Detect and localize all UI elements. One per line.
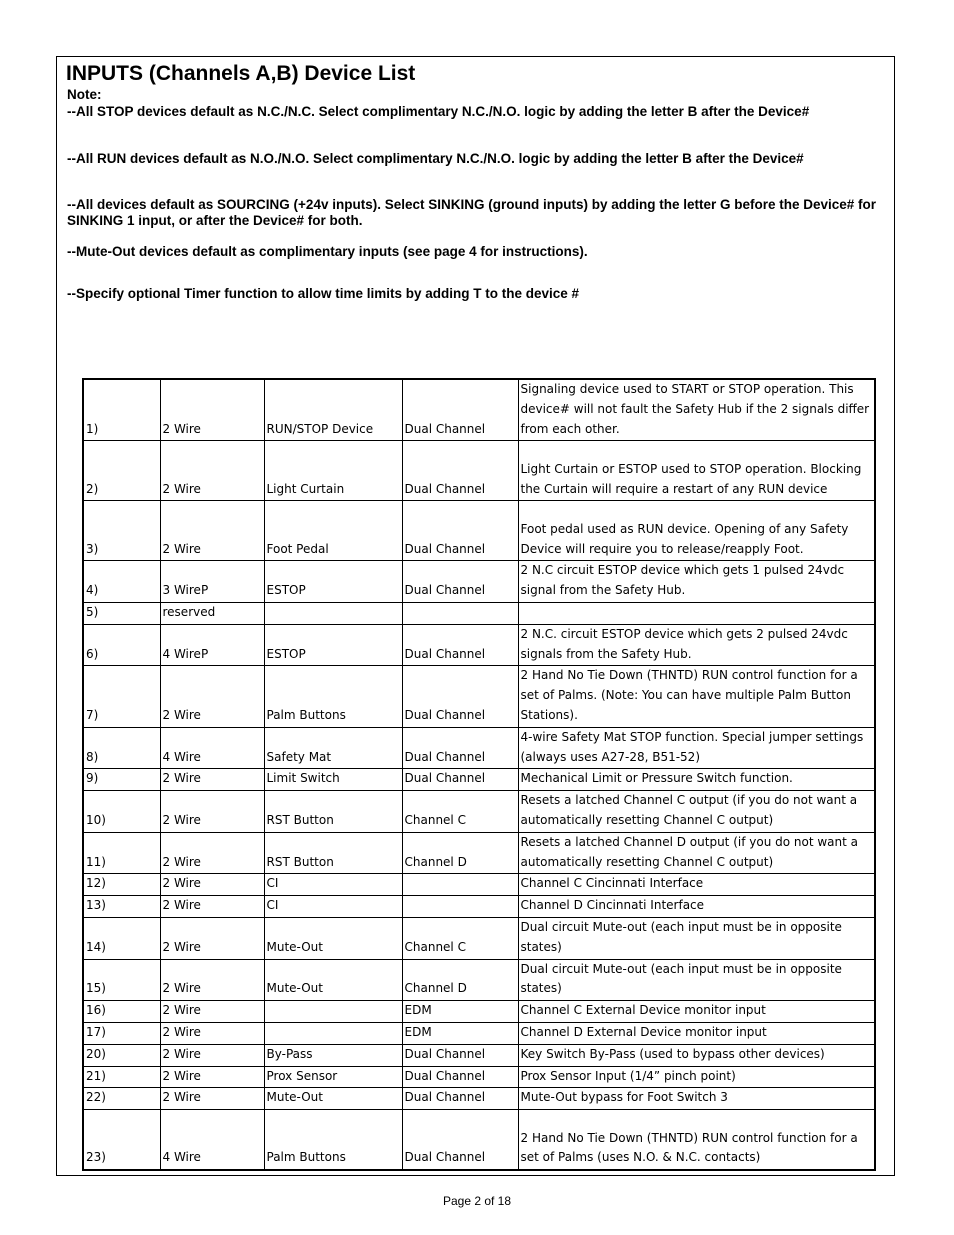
device-name-cell (264, 1001, 402, 1023)
device-number-cell: 2) (83, 441, 160, 501)
device-name-cell: Palm Buttons (264, 666, 402, 727)
wire-type-cell: 2 Wire (160, 379, 264, 441)
channel-cell: Dual Channel (402, 1044, 518, 1066)
wire-type-cell: 2 Wire (160, 791, 264, 833)
note-run-devices: --All RUN devices default as N.O./N.O. Select complimentary N.C./N.O. logic by adding the letter B after the Device# (67, 151, 804, 166)
table-row (83, 441, 875, 501)
wire-type-cell: 2 Wire (160, 1022, 264, 1044)
channel-cell: Dual Channel (402, 727, 518, 769)
description-cell (518, 602, 875, 624)
channel-cell: Channel C (402, 917, 518, 959)
table-row (83, 769, 875, 791)
device-number-cell: 8) (83, 727, 160, 769)
channel-cell: Dual Channel (402, 624, 518, 666)
device-number-cell: 17) (83, 1022, 160, 1044)
description-cell: 2 Hand No Tie Down (THNTD) RUN control function for a set of Palms. (Note: You can have multiple Palm Button Stations). (518, 666, 875, 727)
table-row (83, 896, 875, 918)
device-number-cell: 13) (83, 896, 160, 918)
table-row (83, 1110, 875, 1171)
channel-cell: Dual Channel (402, 441, 518, 501)
table-row (83, 501, 875, 561)
device-number-cell: 4) (83, 561, 160, 603)
device-number-cell: 1) (83, 379, 160, 441)
wire-type-cell: 4 Wire (160, 727, 264, 769)
description-cell: Key Switch By-Pass (used to bypass other devices) (518, 1044, 875, 1066)
table-row (83, 624, 875, 666)
description-cell: Signaling device used to START or STOP operation. This device# will not fault the Safety Hub if the 2 signals differ from each other. (518, 379, 875, 441)
channel-cell: Dual Channel (402, 769, 518, 791)
wire-type-cell: reserved (160, 602, 264, 624)
device-name-cell: Mute-Out (264, 1088, 402, 1110)
description-cell: Channel D Cincinnati Interface (518, 896, 875, 918)
wire-type-cell: 4 WireP (160, 624, 264, 666)
device-number-cell: 15) (83, 959, 160, 1001)
table-row (83, 666, 875, 727)
description-cell: Resets a latched Channel C output (if you do not want a automatically resetting Channel C output) (518, 791, 875, 833)
channel-cell: Dual Channel (402, 379, 518, 441)
note-stop-devices: --All STOP devices default as N.C./N.C. Select complimentary N.C./N.O. logic by adding the letter B after the Device# (67, 104, 810, 119)
table-row (83, 1044, 875, 1066)
table-row (83, 832, 875, 874)
description-cell: Prox Sensor Input (1/4” pinch point) (518, 1066, 875, 1088)
device-number-cell: 7) (83, 666, 160, 727)
device-number-cell: 12) (83, 874, 160, 896)
device-number-cell: 22) (83, 1088, 160, 1110)
description-cell: Mechanical Limit or Pressure Switch function. (518, 769, 875, 791)
device-name-cell (264, 1022, 402, 1044)
wire-type-cell: 2 Wire (160, 1001, 264, 1023)
page-footer: Page 2 of 18 (442, 1194, 512, 1208)
description-cell: Dual circuit Mute-out (each input must be in opposite states) (518, 917, 875, 959)
channel-cell (402, 602, 518, 624)
device-number-cell: 20) (83, 1044, 160, 1066)
device-name-cell: Prox Sensor (264, 1066, 402, 1088)
wire-type-cell: 2 Wire (160, 832, 264, 874)
table-row (83, 1088, 875, 1110)
channel-cell: Dual Channel (402, 1088, 518, 1110)
wire-type-cell: 2 Wire (160, 666, 264, 727)
device-name-cell: Limit Switch (264, 769, 402, 791)
device-number-cell: 21) (83, 1066, 160, 1088)
note-timer: --Specify optional Timer function to allow time limits by adding T to the device # (67, 286, 580, 301)
table-row (83, 1001, 875, 1023)
table-row (83, 561, 875, 603)
wire-type-cell: 2 Wire (160, 1044, 264, 1066)
device-name-cell: By-Pass (264, 1044, 402, 1066)
table-row (83, 379, 875, 441)
device-name-cell: RST Button (264, 791, 402, 833)
description-cell: 2 N.C circuit ESTOP device which gets 1 pulsed 24vdc signal from the Safety Hub. (518, 561, 875, 603)
wire-type-cell: 2 Wire (160, 1088, 264, 1110)
table-row (83, 727, 875, 769)
device-name-cell: RST Button (264, 832, 402, 874)
channel-cell: Channel D (402, 959, 518, 1001)
device-name-cell: Mute-Out (264, 959, 402, 1001)
channel-cell: Dual Channel (402, 1110, 518, 1171)
channel-cell (402, 874, 518, 896)
table-row (83, 1022, 875, 1044)
description-cell: Channel C External Device monitor input (518, 1001, 875, 1023)
device-name-cell: ESTOP (264, 624, 402, 666)
device-name-cell: Light Curtain (264, 441, 402, 501)
device-name-cell: CI (264, 874, 402, 896)
description-cell: Dual circuit Mute-out (each input must be in opposite states) (518, 959, 875, 1001)
device-name-cell: Mute-Out (264, 917, 402, 959)
device-number-cell: 6) (83, 624, 160, 666)
channel-cell: Dual Channel (402, 666, 518, 727)
description-cell: 2 Hand No Tie Down (THNTD) RUN control function for a set of Palms (uses N.O. & N.C. contacts) (518, 1110, 875, 1171)
device-number-cell: 9) (83, 769, 160, 791)
wire-type-cell: 2 Wire (160, 441, 264, 501)
channel-cell: Channel C (402, 791, 518, 833)
device-number-cell: 11) (83, 832, 160, 874)
wire-type-cell: 2 Wire (160, 896, 264, 918)
description-cell: 2 N.C. circuit ESTOP device which gets 2 pulsed 24vdc signals from the Safety Hub. (518, 624, 875, 666)
wire-type-cell: 3 WireP (160, 561, 264, 603)
description-cell: Light Curtain or ESTOP used to STOP operation. Blocking the Curtain will require a restart of any RUN device (518, 441, 875, 501)
wire-type-cell: 2 Wire (160, 769, 264, 791)
table-row (83, 791, 875, 833)
table-row (83, 1066, 875, 1088)
device-number-cell: 14) (83, 917, 160, 959)
device-name-cell (264, 602, 402, 624)
device-name-cell: Safety Mat (264, 727, 402, 769)
device-table (82, 378, 876, 1171)
table-row (83, 874, 875, 896)
channel-cell: EDM (402, 1001, 518, 1023)
device-number-cell: 23) (83, 1110, 160, 1171)
wire-type-cell: 2 Wire (160, 874, 264, 896)
note-mute-out: --Mute-Out devices default as complimentary inputs (see page 4 for instructions). (67, 244, 588, 259)
device-number-cell: 10) (83, 791, 160, 833)
wire-type-cell: 2 Wire (160, 917, 264, 959)
device-name-cell: ESTOP (264, 561, 402, 603)
device-number-cell: 3) (83, 501, 160, 561)
description-cell: Channel D External Device monitor input (518, 1022, 875, 1044)
description-cell: Foot pedal used as RUN device. Opening of any Safety Device will require you to release/reapply Foot. (518, 501, 875, 561)
description-cell: Mute-Out bypass for Foot Switch 3 (518, 1088, 875, 1110)
channel-cell: Dual Channel (402, 1066, 518, 1088)
description-cell: 4-wire Safety Mat STOP function. Special jumper settings (always uses A27-28, B51-52) (518, 727, 875, 769)
device-number-cell: 16) (83, 1001, 160, 1023)
note-sourcing: --All devices default as SOURCING (+24v inputs). Select SINKING (ground inputs) by adding the letter G before the Device# for SINKING 1 input, or after the Device# for both. (67, 197, 877, 228)
description-cell: Resets a latched Channel D output (if you do not want a automatically resetting Channel C output) (518, 832, 875, 874)
wire-type-cell: 2 Wire (160, 959, 264, 1001)
device-name-cell: Palm Buttons (264, 1110, 402, 1171)
table-row (83, 959, 875, 1001)
device-number-cell: 5) (83, 602, 160, 624)
page-title: INPUTS (Channels A,B) Device List (66, 62, 416, 85)
device-name-cell: RUN/STOP Device (264, 379, 402, 441)
note-label: Note: (67, 87, 102, 102)
channel-cell: Dual Channel (402, 501, 518, 561)
channel-cell (402, 896, 518, 918)
device-name-cell: CI (264, 896, 402, 918)
channel-cell: Channel D (402, 832, 518, 874)
table-row (83, 917, 875, 959)
wire-type-cell: 2 Wire (160, 501, 264, 561)
table-row (83, 602, 875, 624)
wire-type-cell: 2 Wire (160, 1066, 264, 1088)
channel-cell: Dual Channel (402, 561, 518, 603)
wire-type-cell: 4 Wire (160, 1110, 264, 1171)
device-name-cell: Foot Pedal (264, 501, 402, 561)
channel-cell: EDM (402, 1022, 518, 1044)
description-cell: Channel C Cincinnati Interface (518, 874, 875, 896)
